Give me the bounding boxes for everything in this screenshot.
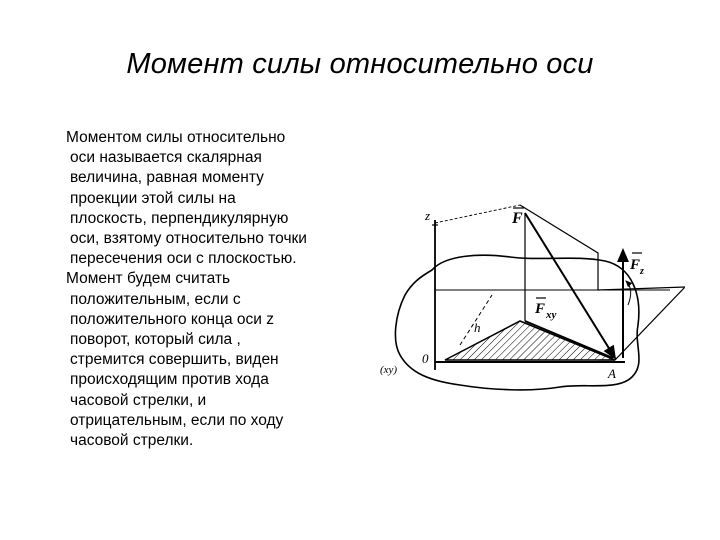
text-line: пересечения оси с плоскостью. xyxy=(70,250,297,268)
slide-title: Момент силы относительно оси xyxy=(126,48,594,80)
text-line: происходящим против хода xyxy=(70,371,269,389)
text-line: величина, равная моменту xyxy=(70,169,264,187)
lever-arm-label: h xyxy=(474,320,481,335)
plane-label: (xy) xyxy=(380,364,398,376)
text-line: стремится совершить, виден xyxy=(70,351,279,369)
sign-rule-paragraph xyxy=(60,269,360,451)
force-Fz-label: F xyxy=(630,257,641,273)
text-line: положительным, если с xyxy=(70,290,241,308)
moment-about-axis-diagram xyxy=(370,195,685,420)
body-text xyxy=(60,128,360,451)
z-axis-label: z xyxy=(424,208,430,223)
text-line: положительного конца оси z xyxy=(70,310,274,328)
text-line: часовой стрелки, и xyxy=(70,391,207,409)
rotation-arrow xyxy=(626,281,631,305)
text-line: Моментом силы относительно xyxy=(66,129,286,146)
force-Fxy-subscript: xy xyxy=(546,309,557,321)
force-Fxy-label: F xyxy=(535,301,546,317)
text-line: плоскость, перпендикулярную xyxy=(70,209,289,227)
text-line: оси называется скалярная xyxy=(70,149,262,167)
force-Fz-subscript: z xyxy=(640,266,644,277)
text-line: отрицательным, если по ходу xyxy=(70,411,284,429)
origin-label: 0 xyxy=(422,351,429,366)
projection-triangle xyxy=(445,321,615,360)
point-A-label: A xyxy=(608,366,616,381)
text-line: оси, взятому относительно точки xyxy=(70,230,307,248)
axis-top-line xyxy=(435,205,520,223)
text-line: проекции этой силы на xyxy=(70,189,236,207)
definition-paragraph xyxy=(60,128,360,269)
text-line: Момент будем считать xyxy=(66,270,231,288)
text-line: поворот, который сила , xyxy=(70,331,241,349)
force-F-label: F xyxy=(512,210,523,227)
text-line: часовой стрелки. xyxy=(70,432,194,450)
